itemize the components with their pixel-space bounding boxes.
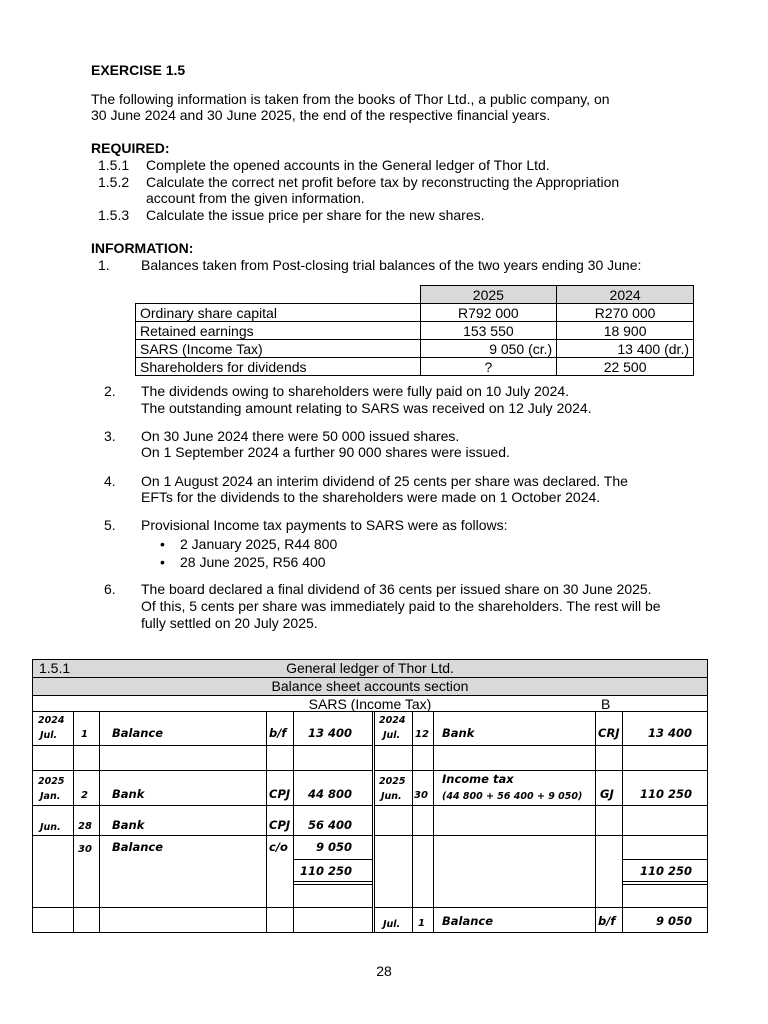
debit-total: 110 250	[299, 864, 352, 878]
debit-folio: c/o	[269, 840, 288, 854]
credit-month: Jun.	[381, 791, 402, 802]
table-cell: 153 550	[420, 322, 557, 340]
table-cell-label: Retained earnings	[136, 322, 421, 340]
grid-line	[33, 835, 372, 836]
exercise-title: EXERCISE 1.5	[91, 62, 186, 78]
bullet-icon: •	[160, 554, 165, 570]
table-row	[136, 340, 694, 358]
grid-line	[33, 907, 372, 908]
required-heading: REQUIRED:	[91, 140, 170, 156]
information-heading: INFORMATION:	[91, 240, 194, 256]
debit-day: 28	[78, 821, 92, 832]
info-bullet-1: 2 January 2025, R44 800	[180, 536, 338, 552]
table-header-row	[136, 286, 694, 304]
bullet-icon: •	[160, 536, 165, 552]
debit-year: 2025	[38, 776, 65, 787]
info-text-1: Balances taken from Post-closing trial balances of the two years ending 30 June:	[141, 257, 642, 273]
credit-folio: b/f	[598, 914, 616, 928]
debit-details: Balance	[112, 726, 164, 740]
credit-day: 12	[415, 729, 429, 740]
info-text-2a: The dividends owing to shareholders were fully paid on 10 July 2024.	[141, 383, 570, 399]
table-header-2025: 2025	[420, 286, 557, 304]
required-text-3: Calculate the issue price per share for the new shares.	[146, 207, 485, 223]
ledger-header	[32, 659, 708, 713]
table-cell: 22 500	[557, 358, 694, 376]
table-header-blank	[136, 286, 421, 304]
table-cell: R270 000	[557, 304, 694, 322]
info-text-2b: The outstanding amount relating to SARS was received on 12 July 2024.	[141, 400, 592, 416]
debit-day: 30	[78, 844, 92, 855]
grid-line	[622, 884, 708, 885]
debit-amount: 56 400	[307, 818, 352, 832]
credit-folio: GJ	[600, 787, 614, 801]
credit-amount: 110 250	[639, 787, 692, 801]
grid-line	[293, 859, 372, 860]
debit-folio: CPJ	[269, 787, 291, 801]
grid-line	[293, 884, 372, 885]
debit-details: Bank	[112, 818, 145, 832]
debit-amount: 13 400	[307, 726, 352, 740]
table-row	[136, 358, 694, 376]
info-text-4a: On 1 August 2024 an interim dividend of 25 cents per share was declared. The	[141, 473, 628, 489]
ledger-grid	[32, 711, 708, 933]
info-text-6c: fully settled on 20 July 2025.	[141, 615, 318, 631]
intro-line-1: The following information is taken from the books of Thor Ltd., a public company, on	[91, 91, 610, 107]
table-cell-label: SARS (Income Tax)	[136, 340, 421, 358]
debit-folio: b/f	[269, 726, 287, 740]
credit-month: Jul.	[383, 730, 401, 741]
ledger-section: Balance sheet accounts section	[271, 678, 469, 694]
info-num-2: 2.	[104, 383, 116, 399]
ledger-title-row	[32, 659, 708, 677]
ledger-title: General ledger of Thor Ltd.	[286, 660, 454, 676]
debit-details: Balance	[112, 840, 164, 854]
table-row	[136, 322, 694, 340]
required-text-1: Complete the opened accounts in the General ledger of Thor Ltd.	[146, 157, 550, 173]
grid-line	[374, 805, 708, 806]
table-cell: ?	[420, 358, 557, 376]
grid-line	[622, 881, 708, 882]
debit-details: Bank	[112, 787, 145, 801]
grid-line	[374, 907, 708, 908]
credit-details: Balance	[442, 914, 494, 928]
grid-line	[33, 745, 372, 746]
debit-year: 2024	[38, 715, 65, 726]
info-num-5: 5.	[104, 517, 116, 533]
info-text-6a: The board declared a final dividend of 36 cents per issued share on 30 June 2025.	[141, 581, 652, 597]
table-cell: R792 000	[420, 304, 557, 322]
credit-details: Income tax	[442, 772, 514, 786]
ledger-account-name: SARS (Income Tax)	[308, 696, 432, 712]
ledger-number: 1.5.1	[39, 660, 71, 676]
required-num-2: 1.5.2	[98, 174, 130, 190]
required-text-2b: account from the given information.	[146, 190, 365, 206]
credit-day: 1	[418, 918, 425, 929]
grid-line	[374, 770, 708, 771]
grid-line	[33, 770, 372, 771]
ledger-section-row	[32, 677, 708, 695]
table-header-2024: 2024	[557, 286, 694, 304]
info-text-3a: On 30 June 2024 there were 50 000 issued shares.	[141, 428, 460, 444]
info-text-6b: Of this, 5 cents per share was immediately paid to the shareholders. The rest will be	[141, 598, 661, 614]
credit-month: Jul.	[383, 919, 401, 930]
ledger-account-code: B	[601, 696, 611, 712]
credit-year: 2024	[379, 715, 406, 726]
debit-amount: 9 050	[315, 840, 352, 854]
info-num-3: 3.	[104, 428, 116, 444]
balances-table	[135, 285, 694, 376]
info-bullet-2: 28 June 2025, R56 400	[180, 554, 326, 570]
table-cell-label: Shareholders for dividends	[136, 358, 421, 376]
required-num-3: 1.5.3	[98, 207, 130, 223]
debit-day: 1	[81, 729, 88, 740]
table-row	[136, 304, 694, 322]
required-num-1: 1.5.1	[98, 157, 130, 173]
page-number: 28	[376, 963, 392, 979]
info-num-1: 1.	[98, 257, 110, 273]
table-cell: 13 400 (dr.)	[557, 340, 694, 358]
table-cell-label: Ordinary share capital	[136, 304, 421, 322]
grid-line	[372, 712, 373, 932]
credit-amount: 9 050	[655, 914, 692, 928]
debit-amount: 44 800	[307, 787, 352, 801]
credit-day: 30	[414, 790, 428, 801]
info-text-3b: On 1 September 2024 a further 90 000 shares were issued.	[141, 444, 510, 460]
info-text-4b: EFTs for the dividends to the shareholders were made on 1 October 2024.	[141, 489, 601, 505]
required-text-2a: Calculate the correct net profit before tax by reconstructing the Appropriation	[146, 174, 620, 190]
debit-day: 2	[81, 790, 88, 801]
debit-month: Jul.	[40, 730, 58, 741]
debit-folio: CPJ	[269, 818, 291, 832]
info-num-6: 6.	[104, 581, 116, 597]
credit-details: Bank	[442, 726, 475, 740]
grid-line	[622, 859, 708, 860]
table-cell: 9 050 (cr.)	[420, 340, 557, 358]
info-text-5: Provisional Income tax payments to SARS were as follows:	[141, 517, 508, 533]
credit-folio: CRJ	[598, 726, 620, 740]
debit-month: Jan.	[40, 791, 61, 802]
credit-total: 110 250	[639, 864, 692, 878]
grid-line	[293, 881, 372, 882]
credit-year: 2025	[379, 776, 406, 787]
credit-details-calc: (44 800 + 56 400 + 9 050)	[442, 791, 583, 802]
credit-amount: 13 400	[647, 726, 692, 740]
table-cell: 18 900	[557, 322, 694, 340]
info-num-4: 4.	[104, 473, 116, 489]
debit-month: Jun.	[40, 822, 61, 833]
grid-line	[374, 745, 708, 746]
grid-line	[374, 835, 708, 836]
intro-line-2: 30 June 2024 and 30 June 2025, the end of the respective financial years.	[91, 107, 551, 123]
grid-line	[33, 805, 372, 806]
